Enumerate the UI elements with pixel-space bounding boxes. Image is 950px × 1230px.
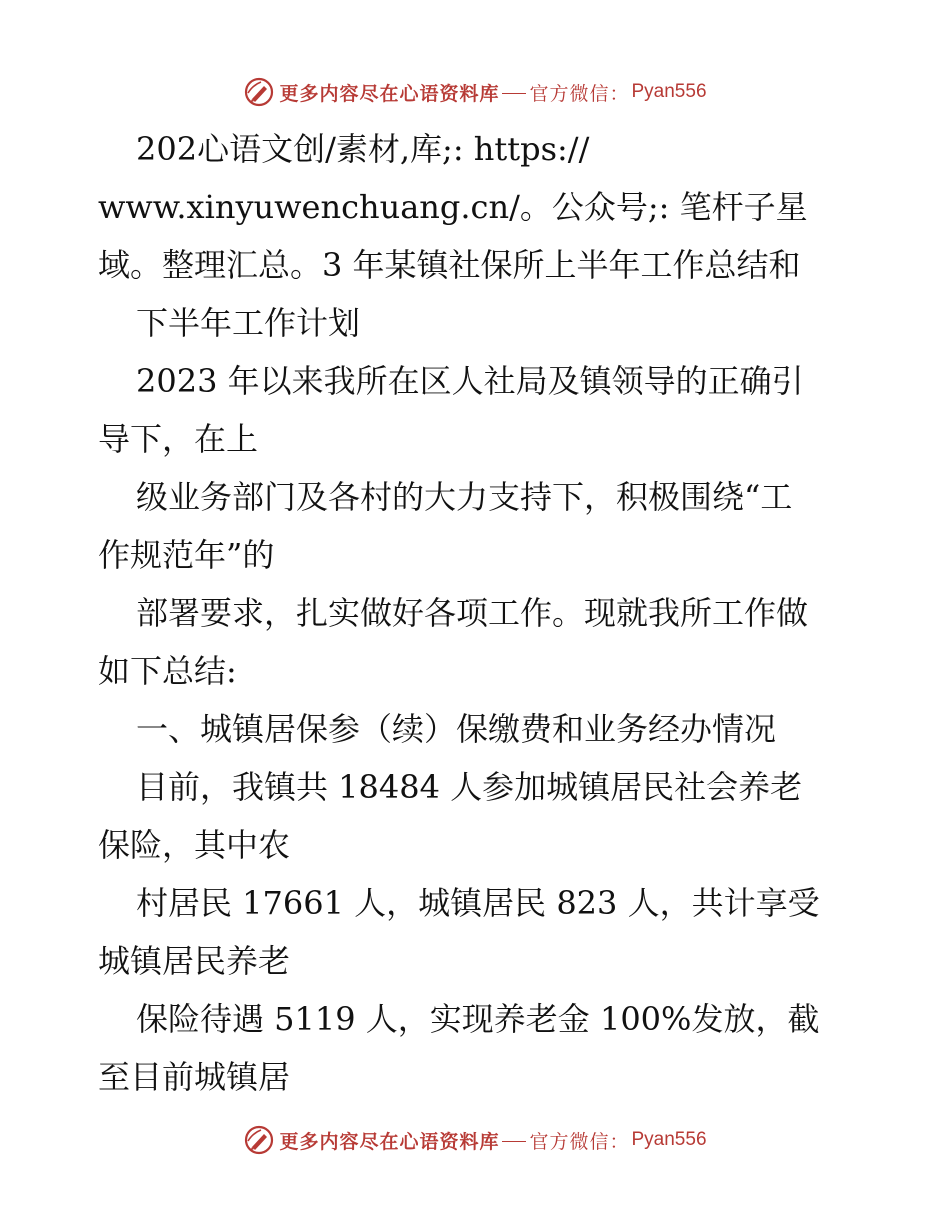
text-line: 域。整理汇总。3 年某镇社保所上半年工作总结和: [98, 246, 801, 284]
banner-divider: [502, 1141, 526, 1142]
banner-official-label: 官方微信：: [529, 1130, 630, 1153]
text-line: 保险待遇 5119 人，实现养老金 100%发放，截: [136, 1000, 820, 1038]
banner-site-text: 更多内容尽在心语资料库: [279, 82, 500, 105]
banner-divider: [502, 93, 526, 94]
text-line: 保险，其中农: [98, 826, 291, 864]
banner-site-text: 更多内容尽在心语资料库: [279, 1130, 500, 1153]
text-line: 部署要求，扎实做好各项工作。现就我所工作做: [136, 594, 809, 632]
text-line: 2023 年以来我所在区人社局及镇领导的正确引: [136, 362, 804, 400]
header-banner: [0, 72, 950, 112]
banner-wechat-id: Pyan556: [631, 1129, 707, 1150]
pen-logo-icon: [243, 1124, 275, 1156]
document-title-line: 下半年工作计划: [136, 304, 361, 342]
section-heading: 一、城镇居保参（续）保缴费和业务经办情况: [136, 710, 777, 748]
text-line: 导下，在上: [98, 420, 259, 458]
text-line: 如下总结:: [98, 652, 237, 690]
text-line: 城镇居民养老: [98, 942, 291, 980]
banner-official-label: 官方微信：: [529, 82, 630, 105]
document-body: [98, 120, 858, 1106]
text-line: 目前，我镇共 18484 人参加城镇居民社会养老: [136, 768, 803, 806]
text-line: 202心语文创/素材,库;: https://: [136, 130, 590, 168]
text-line: 村居民 17661 人，城镇居民 823 人，共计享受: [136, 884, 820, 922]
text-line: www.xinyuwenchuang.cn/。公众号;: 笔杆子星: [98, 188, 808, 226]
text-line: 级业务部门及各村的大力支持下，积极围绕“工: [136, 478, 793, 516]
text-line: 至目前城镇居: [98, 1058, 291, 1096]
text-line: 作规范年”的: [98, 536, 275, 574]
banner-wechat-id: Pyan556: [631, 81, 707, 102]
footer-banner: [0, 1120, 950, 1160]
pen-logo-icon: [243, 76, 275, 108]
